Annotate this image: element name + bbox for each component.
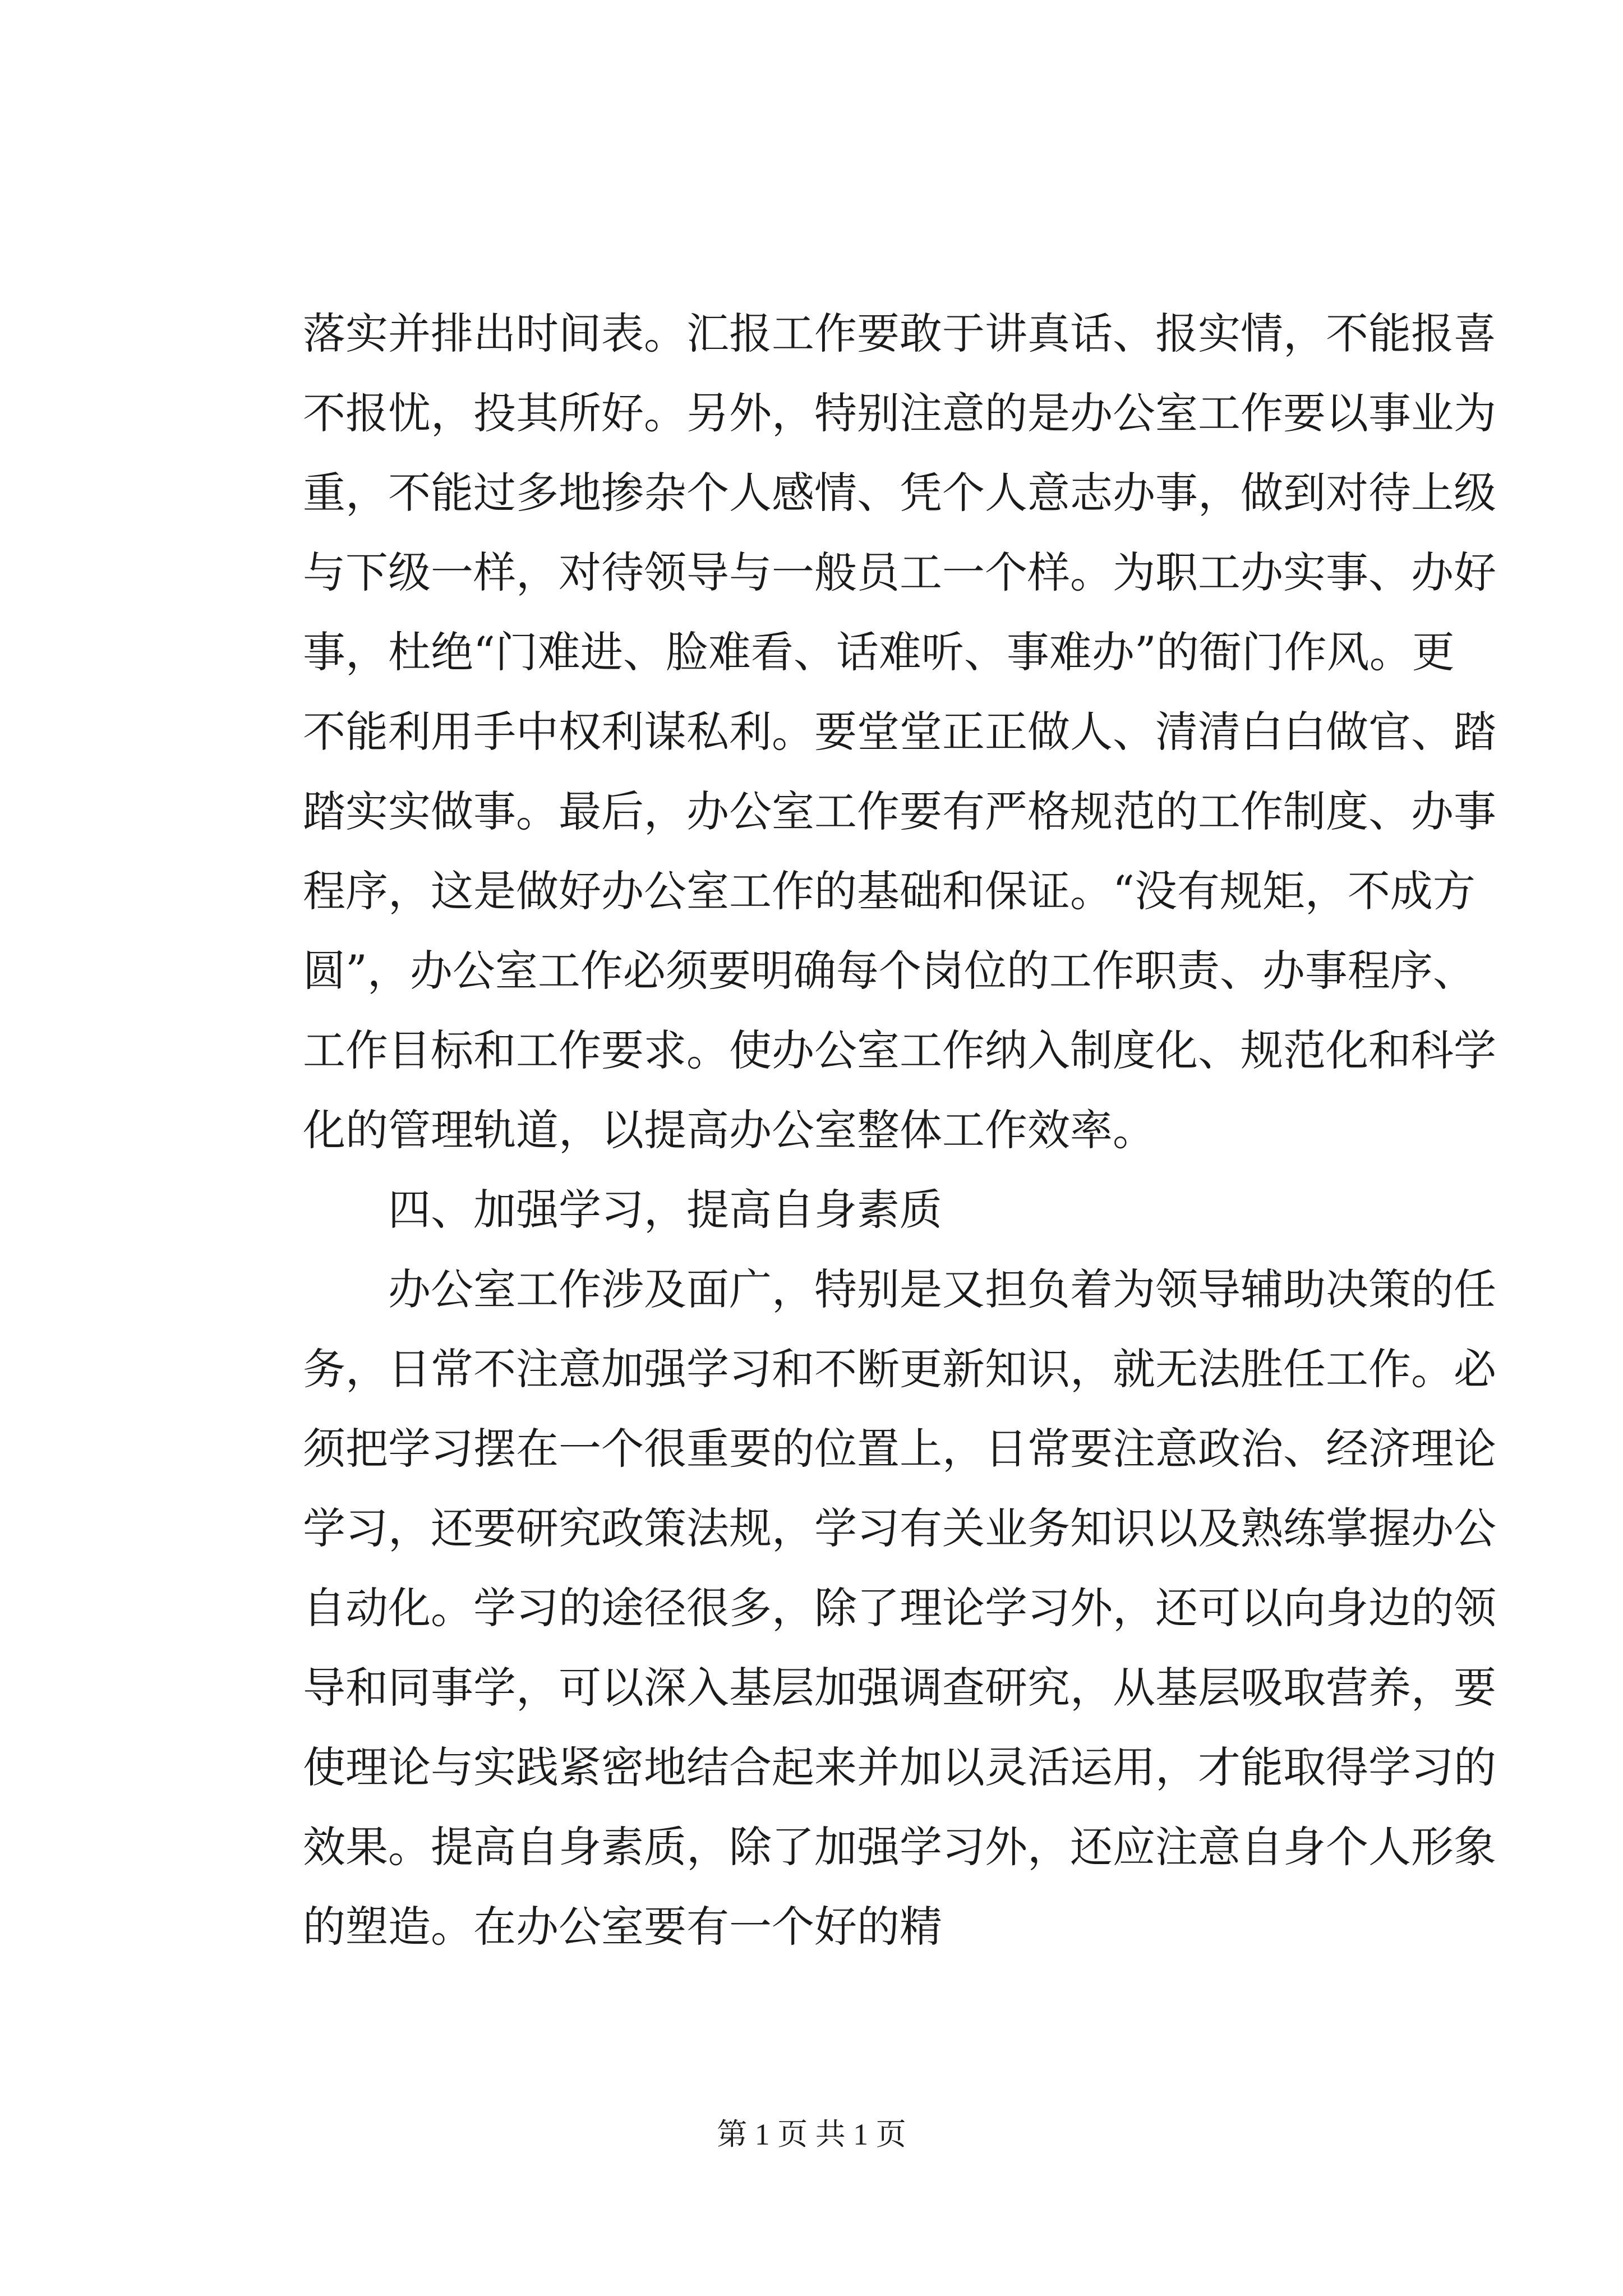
text-line: 须把学习摆在一个很重要的位置上，日常要注意政治、经济理论: [303, 1424, 1496, 1474]
text-line: 落实并排出时间表。汇报工作要敢于讲真话、报实情，不能报喜: [303, 309, 1496, 358]
text-line: 圆”，办公室工作必须要明确每个岗位的工作职责、办事程序、: [303, 946, 1476, 996]
text-line: 使理论与实践紧密地结合起来并加以灵活运用，才能取得学习的: [303, 1742, 1496, 1792]
text-line: 不能利用手中权利谋私利。要堂堂正正做人、清清白白做官、踏: [303, 707, 1496, 757]
text-line: 事，杜绝“门难进、脸难看、话难听、事难办”的衙门作风。更: [303, 627, 1455, 677]
text-line: 自动化。学习的途径很多，除了理论学习外，还可以向身边的领: [303, 1583, 1496, 1633]
text-line: 工作目标和工作要求。使办公室工作纳入制度化、规范化和科学: [303, 1025, 1496, 1075]
text-line: 学习，还要研究政策法规，学习有关业务知识以及熟练掌握办公: [303, 1503, 1496, 1553]
text-line: 的塑造。在办公室要有一个好的精: [303, 1902, 942, 1952]
text-line: 与下级一样，对待领导与一般员工一个样。为职工办实事、办好: [303, 547, 1496, 597]
page-number-footer: 第 1 页 共 1 页: [717, 2118, 906, 2151]
text-line: 重，不能过多地掺杂个人感情、凭个人意志办事，做到对待上级: [303, 468, 1496, 518]
text-line: 导和同事学，可以深入基层加强调查研究，从基层吸取营养，要: [303, 1663, 1496, 1713]
text-line: 务，日常不注意加强学习和不断更新知识，就无法胜任工作。必: [303, 1344, 1496, 1394]
text-line: 办公室工作涉及面广，特别是又担负着为领导辅助决策的任: [303, 1264, 1496, 1314]
text-line: 效果。提高自身素质，除了加强学习外，还应注意自身个人形象: [303, 1822, 1496, 1872]
text-line: 化的管理轨道，以提高办公室整体工作效率。: [303, 1105, 1155, 1155]
section-heading: 四、加强学习，提高自身素质: [303, 1185, 942, 1235]
text-line: 不报忧，投其所好。另外，特别注意的是办公室工作要以事业为: [303, 388, 1496, 438]
text-line: 程序，这是做好办公室工作的基础和保证。“没有规矩，不成方: [303, 866, 1476, 916]
text-line: 踏实实做事。最后，办公室工作要有严格规范的工作制度、办事: [303, 786, 1496, 836]
